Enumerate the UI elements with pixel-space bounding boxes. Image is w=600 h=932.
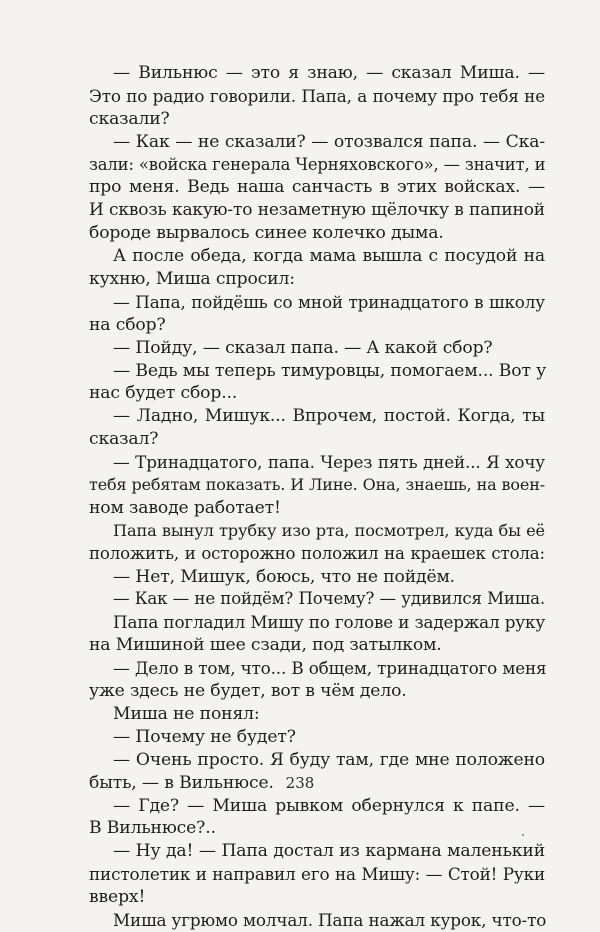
text-line: про меня. Ведь наша санчасть в этих войсках. — [89,177,545,198]
text-line: быть, — в Вильнюсе. [89,772,274,793]
text-line: — Дело в том, что... В общем, тринадцатого меня [113,658,547,679]
text-line: А после обеда, когда мама вышла с посудой на [113,246,545,267]
text-line: на сбор? [89,314,166,335]
text-line: — Почему не будет? [113,726,296,747]
text-line: — Ну да! — Папа достал из кармана маленький [113,841,545,862]
text-line: пистолетик и направил его на Мишу: — Стой! Руки [89,864,545,885]
text-line: сказали? [89,108,170,129]
text-line: нас будет сбор... [89,383,238,404]
text-line: — Вильнюс — это я знаю, — сказал Миша. — [113,63,545,83]
text-line: — Как — не пойдём? Почему? — удивился Миша. [113,589,545,609]
paper-speck [522,834,524,836]
text-line: Миша угрюмо молчал. Папа нажал курок, что-то [113,909,547,930]
text-line: Миша не понял: [113,703,260,724]
text-line: вверх! [89,887,146,908]
text-line: — Ведь мы теперь тимуровцы, помогаем... Вот у [113,360,547,381]
text-line: Это по радио говорили. Папа, а почему про тебя не [89,85,545,106]
text-line: Папа вынул трубку изо рта, посмотрел, куда бы её [113,520,545,540]
text-line: сказал? [89,429,159,450]
text-line: положить, и осторожно положил на краешек стола: [89,543,545,563]
text-line: ном заводе работает! [89,497,281,518]
text-line: зали: «войска генерала Черняховского», — значит, и [89,154,546,174]
text-line: — Тринадцатого, папа. Через пять дней... Я хочу [113,452,545,473]
text-line: — Пойду, — сказал папа. — А какой сбор? [113,337,493,358]
text-line: В Вильнюсе?.. [89,818,216,839]
page-number: 238 [285,774,315,792]
text-line: — Как — не сказали? — отозвался папа. — Ска- [113,131,545,152]
text-line: тебя ребятам показать. И Лине. Она, знаешь, на воен- [89,475,545,495]
text-line: И сквозь какую-то незаметную щёлочку в папиной [89,200,545,221]
text-line: бороде вырвалось синее колечко дыма. [89,223,444,244]
text-line: на Мишиной шее сзади, под затылком. [89,635,442,656]
text-line: кухню, Миша спросил: [89,269,295,290]
text-line: — Очень просто. Я буду там, где мне положено [113,749,545,770]
text-line: — Ладно, Мишук... Впрочем, постой. Когда, ты [113,406,545,427]
text-line: — Нет, Мишук, боюсь, что не пойдём. [113,566,455,587]
text-line: уже здесь не будет, вот в чём дело. [89,681,407,702]
body-text [89,62,545,932]
text-line: — Где? — Миша рывком обернулся к папе. — [113,795,545,816]
text-line: Папа погладил Мишу по голове и задержал руку [113,612,546,633]
text-line: — Папа, пойдёшь со мной тринадцатого в школу [113,291,545,312]
